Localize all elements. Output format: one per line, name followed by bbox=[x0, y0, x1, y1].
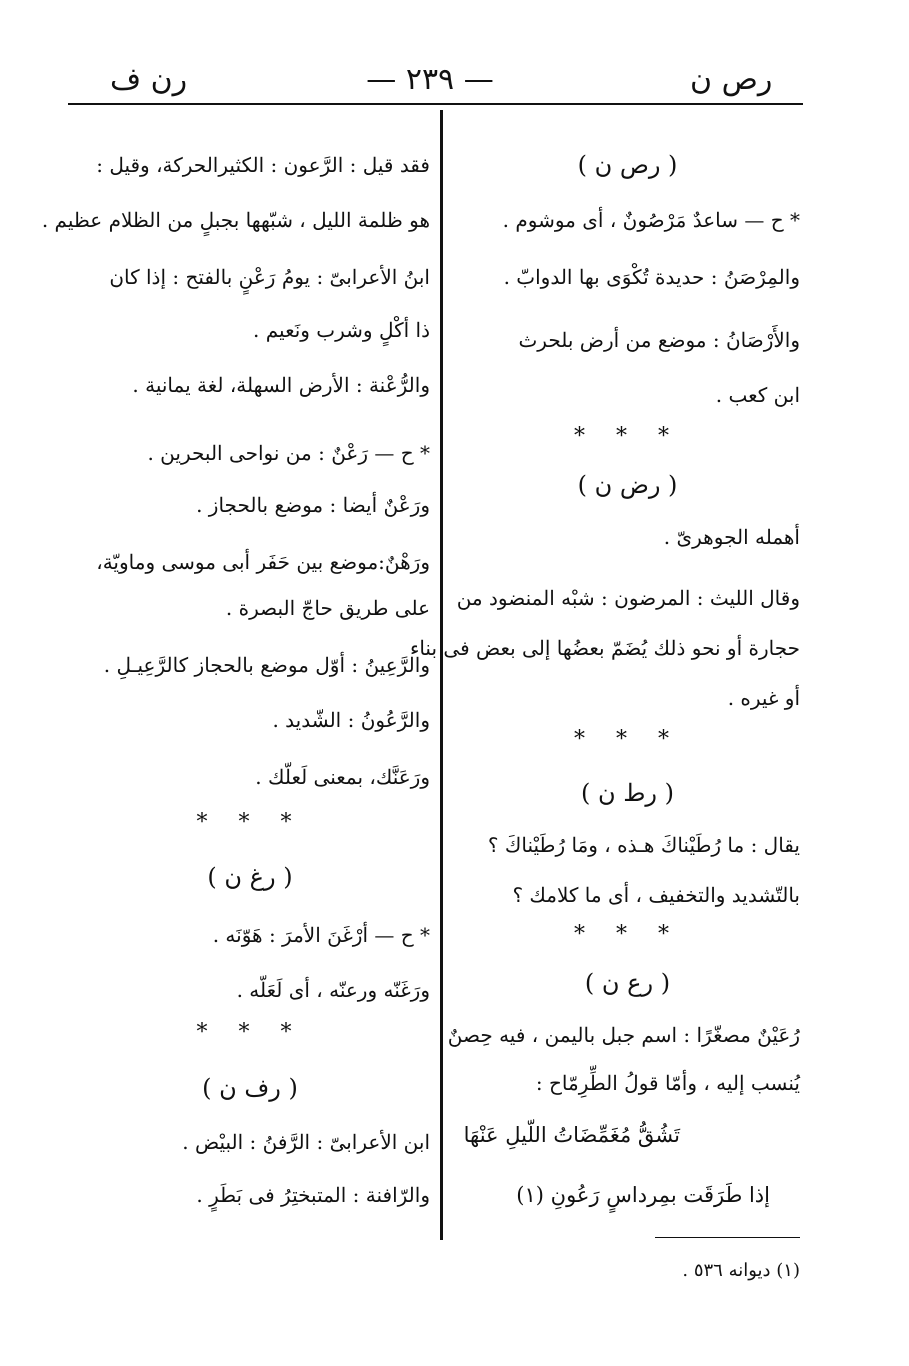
left-column-text-line: هو ظلمة الليل ، شبّهها بجبلٍ من الظلام عظيم . bbox=[41, 208, 430, 232]
right-column-text-line: بالتّشديد والتخفيف ، أى ما كلامك ؟ bbox=[512, 883, 800, 907]
left-column-text-line: ابنُ الأعرابىّ : يومُ رَعْنٍ بالفتح : إذا كان bbox=[109, 265, 430, 289]
left-column-text-line: ذا أكْلٍ وشرب ونَعيم . bbox=[253, 318, 430, 342]
right-column-head-line: ( رط ن ) bbox=[580, 779, 675, 807]
right-column-text-line: يقال : ما رُطَيْناكَ هـذه ، ومَا رُطَيْناكَ ؟ bbox=[487, 833, 800, 857]
right-column-text-line: حجارة أو نحو ذلك يُضَمّ بعضُها إلى بعض فى بناء bbox=[409, 636, 800, 660]
right-column-text-line: وقال الليث : المرضون : شبْه المنضود من bbox=[456, 586, 800, 610]
left-column-text-line: ورَهْنٌ:موضع بين حَفَر أبى موسى وماويّة، bbox=[96, 550, 430, 574]
left-column-text-line: فقد قيل : الرَّعون : الكثيرالحركة، وقيل : bbox=[96, 153, 430, 177]
right-column-verse-line: تَشُقُّ مُغَمِّضَاتُ اللّيلِ عَنْهَا bbox=[463, 1123, 680, 1147]
right-column-head-line: ( رض ن ) bbox=[577, 471, 678, 499]
left-column-text-line: ابن الأعرابىّ : الرَّفنُ : البيْض . bbox=[182, 1130, 430, 1154]
left-column-text-line: والرَّعُونُ : الشّديد . bbox=[272, 708, 430, 732]
left-column-head-line: ( رف ن ) bbox=[202, 1074, 298, 1102]
header-root-left: رن ف bbox=[110, 62, 188, 97]
right-column-text-line: * ح — ساعدٌ مَرْصُونٌ ، أى موشوم . bbox=[502, 208, 800, 232]
right-column-text-line: والأَرْصَانُ : موضع من أرض بلحرث bbox=[518, 328, 800, 352]
right-column-head-line: ( رع ن ) bbox=[584, 969, 671, 997]
right-column-text-line: أهمله الجوهرىّ . bbox=[663, 525, 800, 549]
header-rule bbox=[68, 103, 803, 105]
footnote: (١) ديوانه ٥٣٦ . bbox=[682, 1260, 800, 1281]
left-column-text-line: ورَغَنّه ورعنّه ، أى لَعَلّه . bbox=[236, 978, 430, 1002]
right-column-verse-line: إذا طَرَقَت بمِرداسٍ رَعُونِ (١) bbox=[516, 1183, 770, 1207]
right-column-stars-line: * * * bbox=[574, 727, 681, 752]
header-root-right: رص ن bbox=[690, 62, 773, 97]
left-column-text-line: * ح — رَعْنٌ : من نواحى البحرين . bbox=[147, 441, 430, 465]
right-column-head-line: ( رص ن ) bbox=[577, 151, 678, 179]
right-column-text-line: والمِرْصَنُ : حديدة تُكْوَى بها الدوابّ . bbox=[503, 265, 800, 289]
footnote-rule bbox=[655, 1237, 800, 1238]
right-column-stars-line: * * * bbox=[574, 922, 681, 947]
left-column-text-line: على طريق حاجّ البصرة . bbox=[225, 596, 430, 620]
left-column-head-line: ( رغ ن ) bbox=[207, 863, 293, 891]
right-column-text-line: رُعَيْنٌ مصغّرًا : اسم جبل باليمن ، فيه حِصنٌ bbox=[447, 1023, 800, 1047]
right-column-text-line: ابن كعب . bbox=[715, 383, 800, 407]
right-column-stars-line: * * * bbox=[574, 424, 681, 449]
left-column-text-line: والرّافنة : المتبختِرُ فى بَطَرٍ . bbox=[196, 1183, 430, 1207]
left-column-stars-line: * * * bbox=[196, 810, 304, 835]
right-column-text-line: أو غيره . bbox=[727, 686, 800, 710]
left-column-text-line: والرُّعْنة : الأرض السهلة، لغة يمانية . bbox=[132, 373, 430, 397]
left-column-text-line: والرَّعِينُ : أوّل موضع بالحجاز كالرَّعِيـلِ . bbox=[103, 653, 430, 677]
page-number: — ٢٣٩ — bbox=[366, 62, 494, 97]
left-column-text-line: * ح — أرْغَنَ الأمرَ : هَوّنَه . bbox=[212, 923, 430, 947]
left-column-text-line: ورَعْنٌ أيضا : موضع بالحجاز . bbox=[196, 493, 430, 517]
column-divider bbox=[440, 110, 443, 1240]
right-column-text-line: يُنسب إليه ، وأمّا قولُ الطِّرِمّاح : bbox=[535, 1071, 800, 1095]
left-column-stars-line: * * * bbox=[196, 1020, 304, 1045]
left-column-text-line: ورَعَنَّك، بمعنى لَعلّك . bbox=[255, 765, 430, 789]
